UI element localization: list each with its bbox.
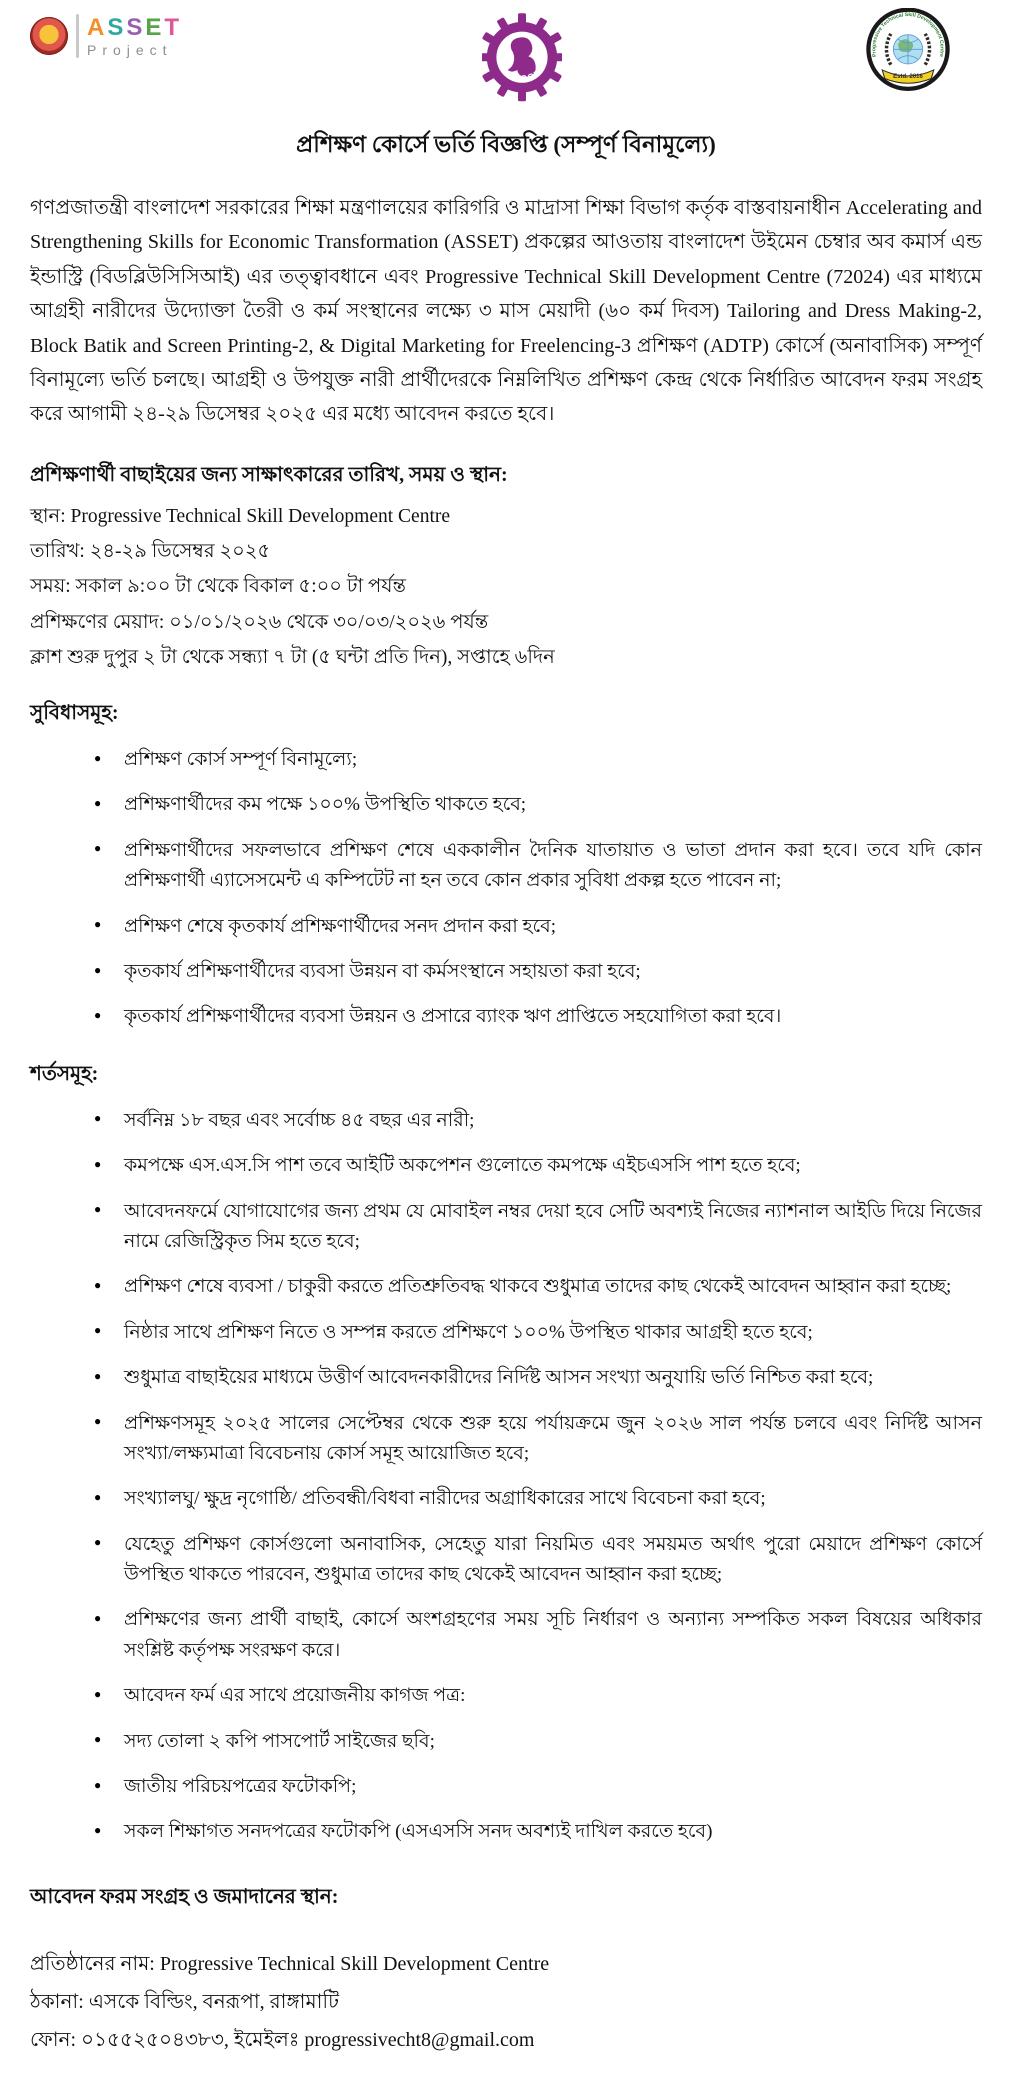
- list-item: ● যেহেতু প্রশিক্ষণ কোর্সগুলো অনাবাসিক, সেহেতু যারা নিয়মিত এবং সময়মত অর্থাৎ পুরো মেয়াদে প্রশিক্ষণ কোর্সে উপস্থিত থাকতে পারবেন, শুধুমাত্র তাদের কাছ থেকেই আবেদন আহ্বান করা হচ্ছে;: [94, 1530, 982, 1591]
- seal-arc-text: Progressive Technical Skill Development Centre: [871, 11, 945, 58]
- asset-logo-text: [87, 13, 183, 58]
- progressive-centre-seal-icon: [862, 8, 954, 99]
- submission-section: [30, 1882, 982, 2055]
- conditions-section: [30, 1059, 982, 1848]
- interview-details: [30, 503, 982, 672]
- asset-letter: S: [126, 13, 146, 41]
- list-item: ● শুধুমাত্র বাছাইয়ের মাধ্যমে উত্তীর্ণ আবেদনকারীদের নির্দিষ্ট আসন সংখ্যা অনুযায়ি ভর্তি নিশ্চিত করা হবে;: [94, 1363, 982, 1393]
- asset-emblem-icon: [30, 17, 68, 55]
- list-item: ● সদ্য তোলা ২ কপি পাসপোর্ট সাইজের ছবি;: [94, 1727, 982, 1757]
- asset-letter: E: [145, 13, 165, 41]
- interview-date-line: তারিখ: ২৪-২৯ ডিসেম্বর ২০২৫: [30, 541, 271, 562]
- interview-place-line: স্থান: Progressive Technical Skill Development Centre: [30, 505, 451, 527]
- list-item: ● প্রশিক্ষণার্থীদের কম পক্ষে ১০০% উপস্থিতি থাকতে হবে;: [94, 790, 982, 820]
- list-item: ● সর্বনিম্ন ১৮ বছর এবং সর্বোচ্চ ৪৫ বছর এর নারী;: [94, 1106, 982, 1136]
- class-schedule-line: ক্লাশ শুরু দুপুর ২ টা থেকে সন্ধ্যা ৭ টা (৫ ঘন্টা প্রতি দিন), সপ্তাহে ৬দিন: [30, 646, 555, 668]
- header: [30, 8, 982, 108]
- asset-letter: A: [87, 13, 108, 41]
- list-item: ● প্রশিক্ষণ কোর্স সম্পূর্ণ বিনামূল্যে;: [94, 745, 982, 775]
- page-title: প্রশিক্ষণ কোর্সে ভর্তি বিজ্ঞপ্তি (সম্পূর্ণ বিনামূল্যে): [296, 132, 716, 157]
- list-item: ● প্রশিক্ষণ শেষে ব্যবসা / চাকুরী করতে প্রতিশ্রুতিবদ্ধ থাকবে শুধুমাত্র তাদের কাছ থেকেই আবেদন আহ্বান করা হচ্ছে;: [94, 1272, 982, 1302]
- list-item: ● সংখ্যালঘু/ ক্ষুদ্র নৃগোষ্ঠি/ প্রতিবন্ধী/বিধবা নারীদের অগ্রাধিকারের সাথে বিবেচনা করা হবে;: [94, 1484, 982, 1514]
- list-item: ● প্রশিক্ষণের জন্য প্রার্থী বাছাই, কোর্সে অংশগ্রহণের সময় সূচি নির্ধারণ ও অন্যান্য সম্পকিত সকল বিষয়ের অধিকার সংশ্লিষ্ট কর্তৃপক্ষ সংরক্ষণ করে।: [94, 1605, 982, 1666]
- interview-time-line: সময়: সকাল ৯:০০ টা থেকে বিকাল ৫:০০ টা পর্যন্ত: [30, 576, 406, 598]
- list-item: ● প্রশিক্ষণ শেষে কৃতকার্য প্রশিক্ষণার্থীদের সনদ প্রদান করা হবে;: [94, 912, 982, 942]
- address-line: ঠকানা: এসকে বিল্ডিং, বনরূপা, রাঙ্গামাটি: [30, 1990, 340, 2013]
- list-item: ● কমপক্ষে এস.এস.সি পাশ তবে আইটি অকপেশন গুলোতে কমপক্ষে এইচএসসি পাশ হতে হবে;: [94, 1151, 982, 1181]
- training-duration-line: প্রশিক্ষণের মেয়াদ: ০১/০১/২০২৬ থেকে ৩০/০৩/২০২৬ পর্যন্ত: [30, 611, 489, 633]
- institution-name-line: প্রতিষ্ঠানের নাম: Progressive Technical Skill Development Centre: [30, 1952, 550, 1975]
- logo-divider: [76, 14, 79, 58]
- list-item: ● কৃতকার্য প্রশিক্ষণার্থীদের ব্যবসা উন্নয়ন ও প্রসারে ব্যাংক ঋণ প্রাপ্তিতে সহযোগিতা করা হবে।: [94, 1002, 982, 1032]
- list-item: ● জাতীয় পরিচয়পত্রের ফটোকপি;: [94, 1772, 982, 1802]
- asset-logo-subtitle: Project: [87, 41, 173, 58]
- list-item: ● প্রশিক্ষণার্থীদের সফলভাবে প্রশিক্ষণ শেষে এককালীন দৈনিক যাতায়াত ও ভাতা প্রদান করা হবে। তবে যদি কোন প্রশিক্ষণার্থী এ্যাসেসমেন্ট এ কম্পিটেট না হন তবে কোন প্রকার সুবিধা প্রকল্প হতে পাবেন না;: [94, 836, 982, 897]
- seal-estd-text: Estd. 2016: [893, 74, 923, 81]
- asset-project-logo: [30, 14, 182, 58]
- bwcci-gear-icon: [482, 12, 562, 109]
- list-item: ● সকল শিক্ষাগত সনদপত্রের ফটোকপি (এসএসসি সনদ অবশ্যই দাখিল করতে হবে): [94, 1817, 982, 1847]
- list-item: ● আবেদন ফর্ম এর সাথে প্রয়োজনীয় কাগজ পত্র:: [94, 1681, 982, 1711]
- intro-paragraph: গণপ্রজাতন্ত্রী বাংলাদেশ সরকারের শিক্ষা মন্ত্রণালয়ের কারিগরি ও মাদ্রাসা শিক্ষা বিভাগ কর্তৃক বাস্তবায়নাধীন Accelerating and Strengthening Skills for Economic Transformation (ASSET) প্রকল্পের আওতায় বাংলাদেশ উইমেন চেম্বার অব কমার্স এন্ড ইন্ডাস্ট্রি (বিডব্লিউসিসিআই) এর তত্ত্বাবধানে এবং Progressive Technical Skill Development Centre (72024) এর মাধ্যমে আগ্রহী নারীদের উদ্যোক্তা তৈরী ও কর্ম সংস্থানের লক্ষ্যে ৩ মাস মেয়াদী (৬০ কর্ম দিবস) Tailoring and Dress Making-2, Block Batik and Screen Printing-2, & Digital Marketing for Freelencing-3 প্রশিক্ষণ (ADTP) কোর্সে (অনাবাসিক) সম্পূর্ণ বিনামূল্যে ভর্তি চলছে। আগ্রহী ও উপযুক্ত নারী প্রার্থীদেরকে নিম্নলিখিত প্রশিক্ষণ কেন্দ্র থেকে নির্ধারিত আবেদন ফরম সংগ্রহ করে আগামী ২৪-২৯ ডিসেম্বর ২০২৫ এর মধ্যে আবেদন করতে হবে।: [30, 197, 982, 426]
- contact-line: ফোন: ০১৫৫২৫০৪৩৮৩, ইমেইলঃ progressivecht8@gmail.com: [30, 2028, 535, 2051]
- conditions-heading: শর্তসমূহ:: [30, 1062, 99, 1085]
- benefits-list: [30, 745, 982, 1033]
- asset-letter: T: [164, 13, 183, 41]
- interview-section: [30, 460, 982, 672]
- interview-heading: প্রশিক্ষণার্থী বাছাইয়ের জন্য সাক্ষাৎকারের তারিখ, সময় ও স্থান:: [30, 463, 508, 486]
- asset-logo-word: [87, 13, 183, 41]
- benefits-section: [30, 698, 982, 1033]
- bwcci-logo-label: BWCCI: [503, 68, 541, 84]
- list-item: ● আবেদনফর্মে যোগাযোগের জন্য প্রথম যে মোবাইল নম্বর দেয়া হবে সেটি অবশ্যই নিজের ন্যাশনাল আইডি দিয়ে নিজের নামে রেজিস্ট্রিকৃত সিম হতে হবে;: [94, 1197, 982, 1258]
- asset-letter: S: [107, 13, 127, 41]
- list-item: ● প্রশিক্ষণসমূহ ২০২৫ সালের সেপ্টেম্বর থেকে শুরু হয়ে পর্যায়ক্রমে জুন ২০২৬ সাল পর্যন্ত চলবে এবং নির্দিষ্ট আসন সংখ্যা/লক্ষ্যমাত্রা বিবেচনায় কোর্স সমূহ আয়োজিত হবে;: [94, 1409, 982, 1470]
- submission-heading: আবেদন ফরম সংগ্রহ ও জমাদানের স্থান:: [30, 1885, 339, 1908]
- list-item: ● নিষ্ঠার সাথে প্রশিক্ষণ নিতে ও সম্পন্ন করতে প্রশিক্ষণে ১০০% উপস্থিত থাকার আগ্রহী হতে হবে;: [94, 1318, 982, 1348]
- benefits-heading: সুবিধাসমূহ:: [30, 702, 119, 725]
- list-item: ● কৃতকার্য প্রশিক্ষণার্থীদের ব্যবসা উন্নয়ন বা কর্মসংস্থানে সহায়তা করা হবে;: [94, 957, 982, 987]
- conditions-list: [30, 1106, 982, 1848]
